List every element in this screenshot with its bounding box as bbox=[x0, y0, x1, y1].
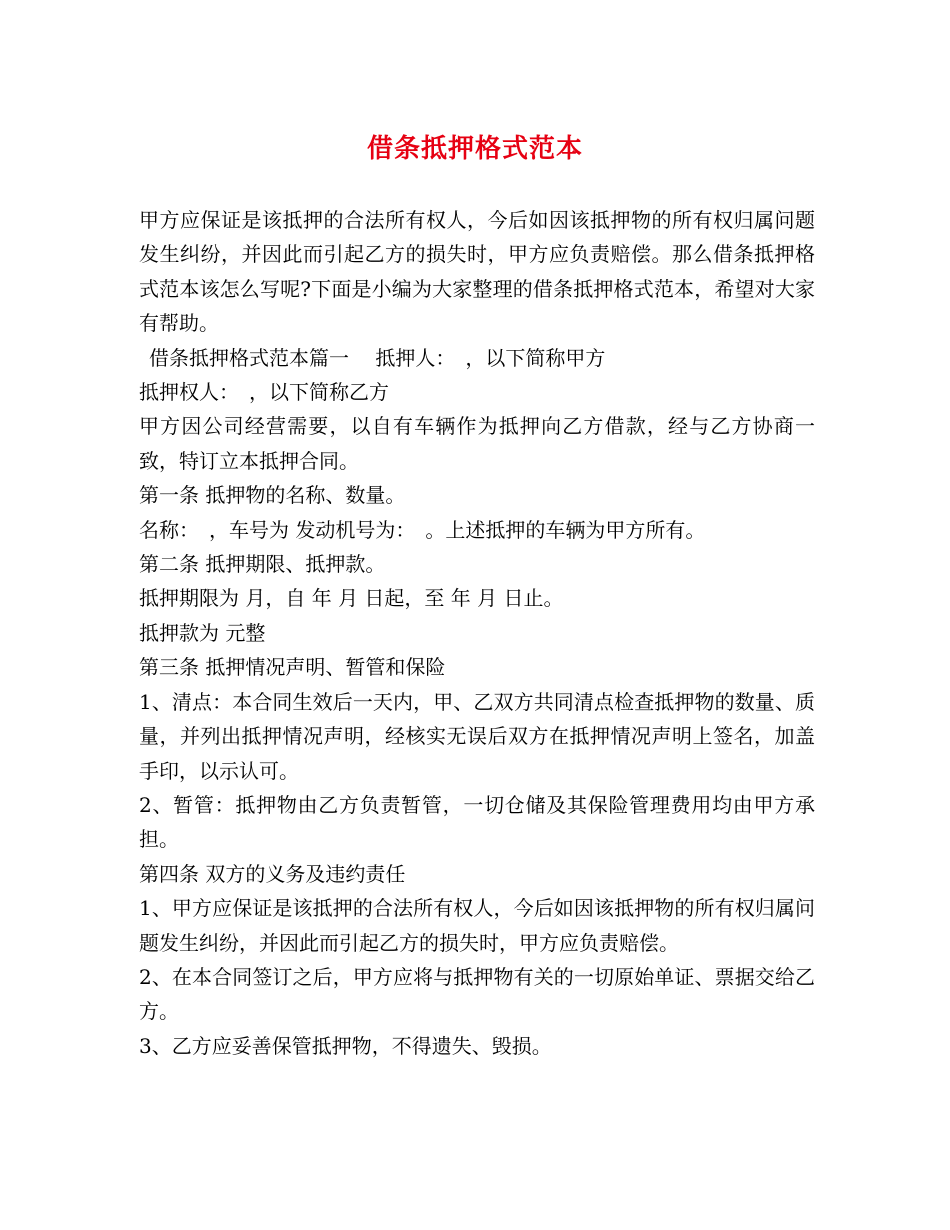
article-3-heading: 第三条 抵押情况声明、暂管和保险 bbox=[139, 655, 446, 680]
article-1-heading: 第一条 抵押物的名称、数量。 bbox=[139, 483, 406, 508]
article-4-heading: 第四条 双方的义务及违约责任 bbox=[139, 861, 406, 886]
intro-paragraph: 甲方应保证是该抵押的合法所有权人，今后如因该抵押物的所有权归属问题发生纠纷，并因此而引起乙方的损失时，甲方应负责赔偿。那么借条抵押格式范本该怎么写呢?下面是小编为大家整理的借条抵押格式范本，希望对大家有帮助。 bbox=[139, 208, 815, 336]
article-4-item-3: 3、乙方应妥善保管抵押物，不得遗失、毁损。 bbox=[139, 1033, 552, 1058]
article-4-item-2: 2、在本合同签订之后，甲方应将与抵押物有关的一切原始单证、票据交给乙方。 bbox=[139, 964, 815, 1024]
purpose-paragraph: 甲方因公司经营需要，以自有车辆作为抵押向乙方借款，经与乙方协商一致，特订立本抵押合同。 bbox=[139, 414, 815, 473]
article-2-heading: 第二条 抵押期限、抵押款。 bbox=[139, 552, 386, 577]
article-4-item-1: 1、甲方应保证是该抵押的合法所有权人，今后如因该抵押物的所有权归属问题发生纠纷，并因此而引起乙方的损失时，甲方应负责赔偿。 bbox=[139, 896, 815, 955]
document-body bbox=[139, 203, 815, 1063]
section-heading-pledger: 借条抵押格式范本篇一 抵押人： ，以下简称甲方 bbox=[149, 345, 606, 370]
article-2-amount: 抵押款为 元整 bbox=[139, 620, 266, 645]
article-3-item-1: 1、清点：本合同生效后一天内，甲、乙双方共同清点检查抵押物的数量、质量，并列出抵押情况声明，经核实无误后双方在抵押情况声明上签名，加盖手印，以示认可。 bbox=[139, 689, 815, 783]
article-1-content: 名称： ，车号为 发动机号为： 。上述抵押的车辆为甲方所有。 bbox=[139, 517, 706, 542]
article-2-term: 抵押期限为 月，自 年 月 日起，至 年 月 日止。 bbox=[139, 586, 564, 611]
pledgee-line: 抵押权人： ，以下简称乙方 bbox=[139, 380, 389, 405]
article-3-item-2: 2、暂管：抵押物由乙方负责暂管，一切仓储及其保险管理费用均由甲方承担。 bbox=[139, 792, 815, 852]
document-title: 借条抵押格式范本 bbox=[366, 134, 583, 164]
